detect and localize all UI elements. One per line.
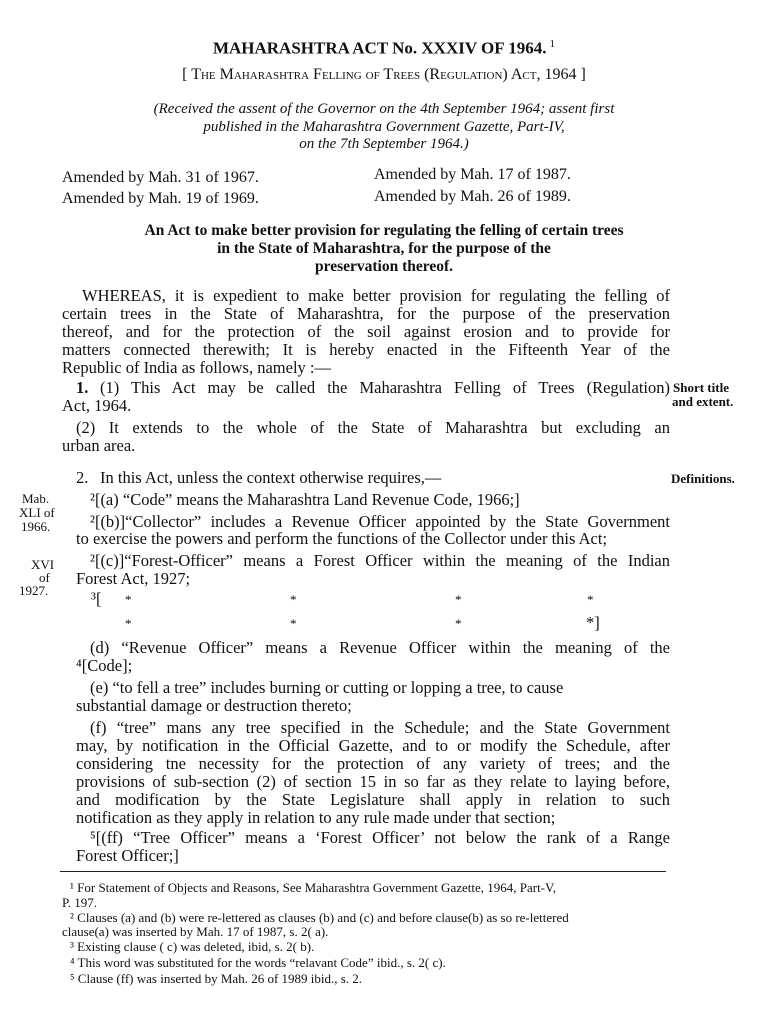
omission-star: * bbox=[290, 592, 297, 607]
clause-e-line-1: (e) “to fell a tree” includes burning or cutting or lopping a tree, to cause bbox=[90, 678, 564, 697]
footnote-3: ³ Existing clause ( c) was deleted, ibid, s. 2( b). bbox=[70, 939, 315, 954]
clause-f-line-6: notification as they apply in relation to any rule made under that section; bbox=[76, 808, 556, 827]
purpose-line-2: in the State of Maharashtra, for the purpose of the bbox=[217, 240, 551, 257]
preamble-line-1: WHEREAS, it is expedient to make better provision for regulating the felling of bbox=[82, 286, 670, 305]
clause-f-line-5: and modification by the State Legislature shall apply in relation to such bbox=[76, 790, 670, 809]
footnote-2-line-1: ² Clauses (a) and (b) were re-lettered as clauses (b) and (c) and before clause(b) as so re-lettered bbox=[70, 910, 569, 925]
clause-d-line-1: (d) “Revenue Officer” means a Revenue Officer within the meaning of the bbox=[90, 638, 670, 657]
margin-ref-code-2: XLI of bbox=[19, 505, 55, 520]
margin-ref-code-3: 1966. bbox=[21, 519, 51, 534]
omission-star: * bbox=[455, 616, 462, 631]
section-1-line-2: Act, 1964. bbox=[62, 396, 132, 415]
purpose-line-3: preservation thereof. bbox=[314, 258, 454, 275]
section-1-line-4: urban area. bbox=[62, 436, 136, 455]
clause-f-line-1: (f) “tree” mans any tree specified in the Schedule; and the State Government bbox=[90, 718, 670, 737]
section-1-number: 1. bbox=[76, 378, 89, 397]
margin-ref-forest-1: XVI bbox=[31, 557, 55, 572]
omission-star: * bbox=[125, 592, 132, 607]
clause-a: ²[(a) “Code” means the Maharashtra Land Revenue Code, 1966;] bbox=[90, 490, 520, 509]
clause-c-line-2: Forest Act, 1927; bbox=[76, 569, 191, 588]
margin-note-definitions: Definitions. bbox=[671, 471, 735, 486]
clause-f-line-3: considering tne necessity for the protection of any variety of trees; and the bbox=[76, 754, 670, 773]
section-1-line-3: (2) It extends to the whole of the State of Maharashtra but excluding an bbox=[76, 418, 670, 437]
assent-line-2: published in the Maharashtra Government Gazette, Part-IV, bbox=[203, 119, 565, 135]
purpose-line-1: An Act to make better provision for regulating the felling of certain trees bbox=[144, 222, 624, 239]
clause-b-line-2: to exercise the powers and perform the functions of the Collector under this Act; bbox=[76, 529, 608, 548]
omission-star: * bbox=[125, 616, 132, 631]
clause-f-line-2: may, by notification in the Official Gazette, and to or modify the Schedule, after bbox=[76, 736, 670, 755]
margin-ref-code-1: Mab. bbox=[22, 491, 50, 506]
footnote-1-line-2: P. 197. bbox=[62, 895, 98, 910]
assent-line-3: on the 7th September 1964.) bbox=[299, 136, 469, 152]
section-2-number: 2. bbox=[76, 468, 89, 487]
clause-d-line-2: ⁴[Code]; bbox=[76, 656, 133, 675]
section-1-line-1: (1) This Act may be called the Maharashtra Felling of Trees (Regulation) bbox=[100, 378, 670, 397]
assent-line-1: (Received the assent of the Governor on the 4th September 1964; assent first bbox=[153, 101, 615, 117]
title-footnote-ref: 1 bbox=[549, 38, 556, 50]
footnote-4: ⁴ This word was substituted for the words “relavant Code” ibid., s. 2( c). bbox=[70, 955, 446, 970]
clause-ff-line-2: Forest Officer;] bbox=[76, 846, 179, 865]
margin-note-short-title-1: Short title bbox=[673, 380, 729, 395]
section-2-intro: In this Act, unless the context otherwise requires,— bbox=[100, 468, 442, 487]
clause-f-line-4: provisions of sub-section (2) of section 15 in so far as they relate to laying before, bbox=[76, 772, 670, 791]
margin-ref-forest-3: 1927. bbox=[19, 583, 49, 598]
clause-e-line-2: substantial damage or destruction thereto; bbox=[76, 696, 352, 715]
preamble-line-3: thereof, and for the protection of the soil against erosion and to provide for bbox=[62, 322, 670, 341]
footnote-5: ⁵ Clause (ff) was inserted by Mah. 26 of 1989 ibid., s. 2. bbox=[70, 971, 363, 986]
preamble-line-5: Republic of India as follows, namely :— bbox=[62, 358, 331, 377]
footnote-divider bbox=[60, 871, 666, 872]
amendment-1: Amended by Mah. 31 of 1967. bbox=[62, 169, 259, 186]
preamble-line-4: matters connected therewith; It is hereby enacted in the Fifteenth Year of the bbox=[62, 340, 670, 359]
amendment-3: Amended by Mah. 19 of 1969. bbox=[62, 190, 259, 207]
clause-ff-line-1: ⁵[(ff) “Tree Officer” means a ‘Forest Officer’ not below the rank of a Range bbox=[90, 828, 670, 847]
omission-star: * bbox=[455, 592, 462, 607]
footnote-2-line-2: clause(a) was inserted by Mah. 17 of 1987, s. 2( a). bbox=[62, 924, 329, 939]
clause-c-line-1: ²[(c)]“Forest-Officer” means a Forest Officer within the meaning of the Indian bbox=[90, 551, 670, 570]
margin-ref-forest-2: of bbox=[39, 570, 50, 585]
margin-note-short-title-2: and extent. bbox=[672, 394, 734, 409]
act-title: MAHARASHTRA ACT No. XXXIV OF 1964. $^1$ bbox=[212, 38, 556, 58]
preamble-line-2: certain trees in the State of Maharashtra, for the purpose of the preservation bbox=[62, 304, 670, 323]
amendment-4: Amended by Mah. 26 of 1989. bbox=[374, 188, 571, 205]
omitted-clause-open: ³[ bbox=[91, 589, 102, 608]
omission-star: * bbox=[290, 616, 297, 631]
omission-star: * bbox=[587, 592, 594, 607]
footnote-1-line-1: ¹ For Statement of Objects and Reasons, See Maharashtra Government Gazette, 1964, Part-V, bbox=[70, 880, 556, 895]
amendment-2: Amended by Mah. 17 of 1987. bbox=[374, 166, 571, 183]
omitted-clause-close: *] bbox=[586, 613, 600, 632]
clause-b-line-1: ²[(b)]“Collector” includes a Revenue Officer appointed by the State Government bbox=[90, 512, 670, 531]
act-short-title: [ The Maharashtra Felling of Trees (Regulation) Act, 1964 ] bbox=[182, 66, 586, 83]
